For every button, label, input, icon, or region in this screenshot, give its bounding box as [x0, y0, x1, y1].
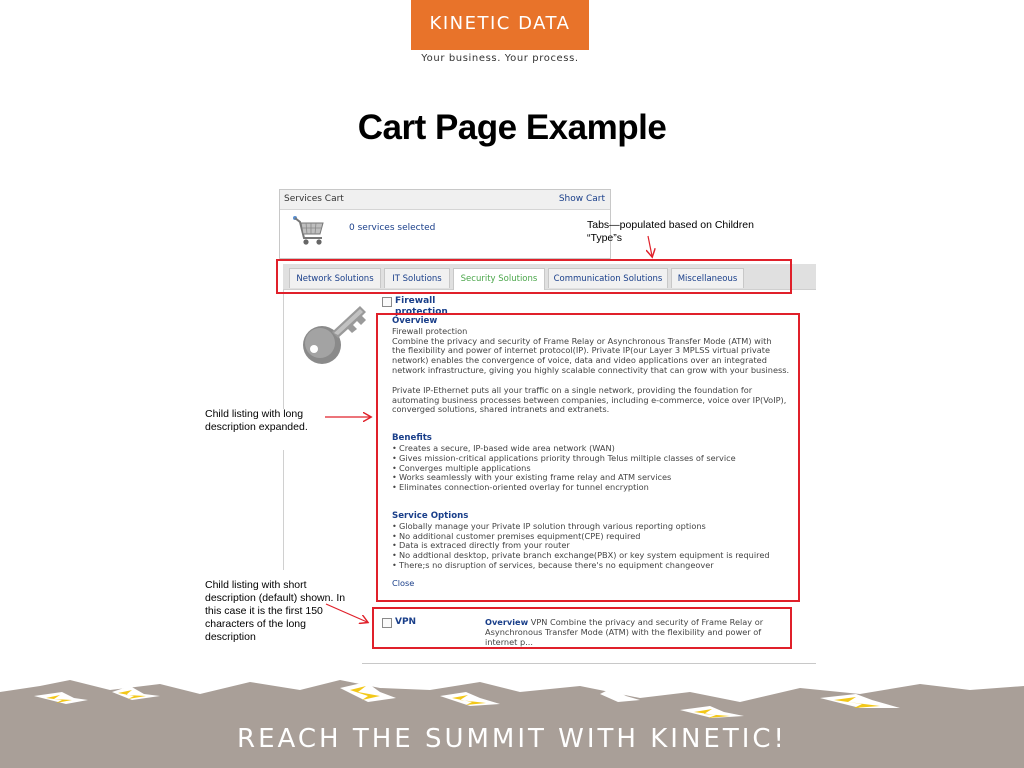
benefit-item: • Creates a secure, IP-based wide area network (WAN): [392, 444, 802, 454]
cart-count-text: 0 services selected: [349, 223, 436, 233]
overview-line: network) enables the convergence of voice, data and video applications over an integrated: [392, 355, 767, 366]
slide-title: Cart Page Example: [357, 108, 667, 147]
footer-slogan: REACH THE SUMMIT WITH KINETIC!: [237, 724, 787, 754]
close-link[interactable]: Close: [392, 577, 415, 588]
long-description-annotation: Child listing with long description expanded.: [205, 408, 308, 433]
vpn-overview-heading: Overview: [485, 617, 529, 627]
overview-line: the flexibility and power of internet protocol(IP). Private IP(our Layer 3 MPLSS virtual private: [392, 345, 771, 356]
tab-communication-solutions[interactable]: Communication Solutions: [548, 268, 668, 288]
tab-it-solutions[interactable]: IT Solutions: [384, 268, 450, 288]
firewall-title-line1: Firewall: [395, 296, 436, 306]
paragraph2-line: Private IP-Ethernet puts all your traffic on a single network, providing the foundation for: [392, 384, 753, 395]
service-option-item: • No addtional desktop, private branch exchange(PBX) or key system equipment is required: [392, 551, 802, 561]
benefit-item: • Works seamlessly with your existing frame relay and ATM services: [392, 473, 802, 483]
tab-security-solutions[interactable]: Security Solutions: [453, 268, 545, 290]
tab-network-solutions[interactable]: Network Solutions: [289, 268, 381, 288]
overview-line: Combine the privacy and security of Frame Relay or Asynchronous Transfer Mode (ATM) with: [392, 335, 772, 346]
benefit-item: • Eliminates connection-oriented overlay for tunnel encryption: [392, 483, 802, 493]
service-option-item: • Data is extraced directly from your router: [392, 541, 802, 551]
tabs-annotation: Tabs—populated based on Children “Type”s: [587, 219, 754, 244]
short-description-arrow: [326, 604, 367, 622]
service-option-item: • There;s no disruption of services, because there's no equipment changeover: [392, 561, 802, 571]
service-option-item: • Globally manage your Private IP solution through various reporting options: [392, 522, 802, 532]
benefit-item: • Converges multiple applications: [392, 464, 802, 474]
logo-tagline: Your business. Your process.: [421, 53, 579, 64]
short-description-annotation: Child listing with short description (default) shown. In this case it is the first 150 characters of the long description: [205, 579, 346, 643]
paragraph2-line: converged solutions, shared intranets and extranets.: [392, 404, 610, 415]
cart-title: Services Cart: [284, 194, 344, 204]
paragraph2-line: automating business processes between companies, including e-commerce, voice over IP(VoIP),: [392, 394, 787, 405]
logo-text: KINETIC DATA: [429, 13, 571, 34]
benefit-item: • Gives mission-critical applications priority through Telus miltiple classes of service: [392, 454, 802, 464]
overview-heading: Overview: [392, 316, 438, 326]
show-cart-link[interactable]: Show Cart: [558, 194, 605, 204]
vpn-short-text: VPN Combine the privacy and security of Frame Relay or Asynchronous Transfer Mode (ATM) with the flexibility and power of internet p...: [485, 617, 764, 647]
overview-line: network infrastructure, giving you highly scalable connectivity that can grow with your business.: [392, 364, 790, 375]
service-options-heading: Service Options: [392, 510, 469, 521]
firewall-title-line2: protection: [395, 307, 448, 317]
service-option-item: • No additional customer premises equipment(CPE) required: [392, 532, 802, 542]
benefits-heading: Benefits: [392, 433, 432, 444]
tabs-arrow: [648, 236, 652, 256]
overview-line: Firewall protection: [392, 325, 468, 336]
vpn-item-title[interactable]: VPN: [395, 617, 417, 627]
tab-miscellaneous[interactable]: Miscellaneous: [671, 268, 744, 288]
